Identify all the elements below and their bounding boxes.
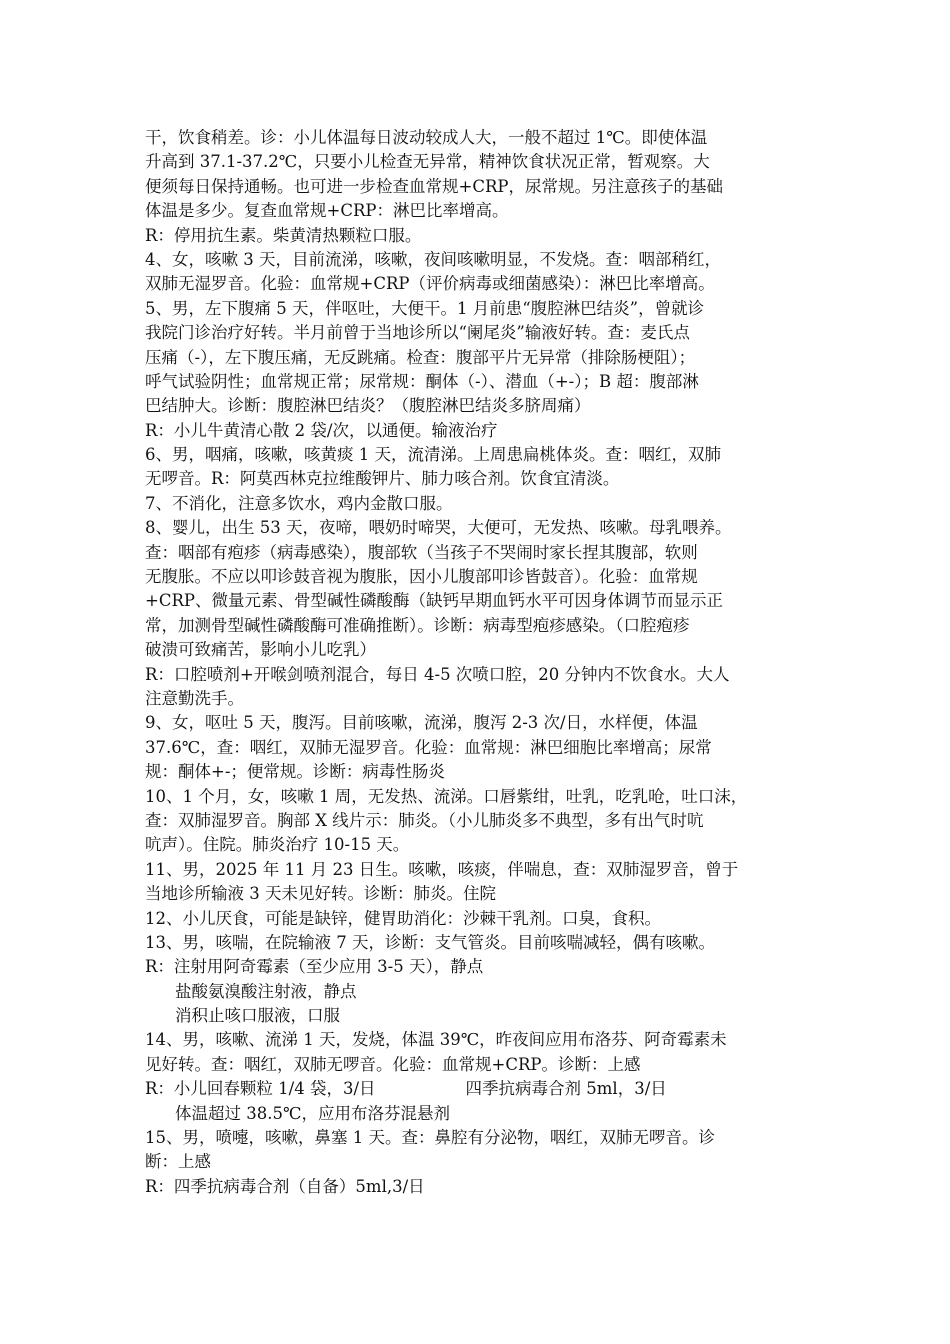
text-line: 12、小儿厌食，可能是缺锌，健胃助消化：沙棘干乳剂。口臭，食积。	[145, 908, 661, 928]
text-line: 我院门诊治疗好转。半月前曾于当地诊所以“阑尾炎”输液好转。查：麦氏点	[145, 323, 690, 343]
prescription-14-right: 四季抗病毒合剂 5ml，3/日	[465, 1079, 667, 1099]
text-line: 6、男，咽痛，咳嗽，咳黄痰 1 天，流清涕。上周患扁桃体炎。查：咽红，双肺	[145, 445, 721, 465]
prescription-continuation-13	[145, 980, 815, 1029]
text-line: 7、不消化，注意多饮水，鸡内金散口服。	[145, 493, 453, 513]
text-line: 盐酸氨溴酸注射液，静点	[175, 981, 357, 1001]
text-line: 吭声）。住院。肺炎治疗 10-15 天。	[145, 835, 410, 855]
text-line: 破溃可致痛苦，影响小儿吃乳）	[145, 640, 376, 660]
text-line: 呼气试验阴性；血常规正常；尿常规：酮体（-）、潜血（+-）；B 超：腹部淋	[145, 371, 699, 391]
text-line: 无腹胀。不应以叩诊鼓音视为腹胀，因小儿腹部叩诊皆鼓音）。化验：血常规	[145, 567, 698, 587]
text-line: 8、婴儿，出生 53 天，夜啼，喂奶时啼哭，大便可，无发热、咳嗽。母乳喂养。	[145, 518, 732, 538]
case-notes-part-1	[145, 126, 815, 980]
prescription-note-14: 体温超过 38.5℃，应用布洛芬混悬剂	[175, 1103, 450, 1123]
text-line: 4、女，咳嗽 3 天，目前流涕，咳嗽，夜间咳嗽明显，不发烧。查：咽部稍红，	[145, 249, 721, 269]
text-line: 升高到 37.1-37.2℃，只要小儿检查无异常，精神饮食状况正常，暂观察。大	[145, 152, 710, 172]
prescription-line-14	[145, 1077, 815, 1101]
text-line: 10、1 个月，女，咳嗽 1 周，无发热、流涕。口唇紫绀，吐乳，吃乳呛，吐口沫，	[145, 786, 748, 806]
text-line: 见好转。查：咽红，双肺无啰音。化验：血常规+CRP。诊断：上感	[145, 1054, 641, 1074]
text-line: 查：双肺湿罗音。胸部 X 线片示：肺炎。（小儿肺炎多不典型，多有出气时吭	[145, 810, 704, 830]
text-line: 14、男，咳嗽、流涕 1 天，发烧，体温 39℃，昨夜间应用布洛芬、阿奇霉素未	[145, 1030, 727, 1050]
text-line: R：口腔喷剂+开喉剑喷剂混合，每日 4-5 次喷口腔，20 分钟内不饮食水。大人	[145, 664, 730, 684]
text-line: 13、男，咳喘，在院输液 7 天，诊断：支气管炎。目前咳喘减轻，偶有咳嗽。	[145, 932, 715, 952]
text-line: 干，饮食稍差。诊：小儿体温每日波动较成人大，一般不超过 1℃。即使体温	[145, 128, 708, 147]
text-line: 消积止咳口服液，口服	[175, 1006, 340, 1026]
text-line: 压痛（-），左下腹压痛，无反跳痛。检查：腹部平片无异常（排除肠梗阻）；	[145, 347, 696, 367]
case-notes-part-2	[145, 1028, 815, 1077]
text-line: 当地诊所输液 3 天未见好转。诊断：肺炎。住院	[145, 884, 496, 904]
text-line: 5、男，左下腹痛 5 天，伴呕吐，大便干。1 月前患“腹腔淋巴结炎”，曾就诊	[145, 298, 705, 318]
text-line: 9、女，呕吐 5 天，腹泻。目前咳嗽，流涕，腹泻 2-3 次/日，水样便，体温	[145, 713, 698, 733]
text-line: 查：咽部有疱疹（病毒感染），腹部软（当孩子不哭闹时家长捏其腹部，软则	[145, 542, 698, 562]
text-line: 便须每日保持通畅。也可进一步检查血常规+CRP，尿常规。另注意孩子的基础	[145, 176, 723, 196]
text-line: 37.6℃，查：咽红，双肺无湿罗音。化验：血常规：淋巴细胞比率增高；尿常	[145, 737, 712, 757]
prescription-14-left: R：小儿回春颗粒 1/4 袋，3/日	[145, 1079, 376, 1099]
text-line: 规：酮体+-；便常规。诊断：病毒性肠炎	[145, 762, 445, 782]
text-line: 断：上感	[145, 1152, 211, 1172]
text-line: R：四季抗病毒合剂（自备）5ml,3/日	[145, 1176, 425, 1196]
text-line: 11、男，2025 年 11 月 23 日生。咳嗽，咳痰，伴喘息，查：双肺湿罗音，曾于	[145, 859, 739, 879]
text-line: R：注射用阿奇霉素（至少应用 3-5 天），静点	[145, 957, 484, 977]
text-line: 注意勤洗手。	[145, 688, 244, 708]
text-line: 无啰音。R：阿莫西林克拉维酸钾片、肺力咳合剂。饮食宜清淡。	[145, 469, 620, 489]
text-line: 巴结肿大。诊断：腹腔淋巴结炎？（腹腔淋巴结炎多脐周痛）	[145, 396, 591, 416]
text-line: 15、男，喷嚏，咳嗽，鼻塞 1 天。查：鼻腔有分泌物，咽红，双肺无啰音。诊	[145, 1128, 715, 1148]
text-line: +CRP、微量元素、骨型碱性磷酸酶（缺钙早期血钙水平可因身体调节而显示正	[145, 591, 723, 611]
text-line: R：停用抗生素。柴黄清热颗粒口服。	[145, 225, 422, 245]
text-line: 体温是多少。复查血常规+CRP：淋巴比率增高。	[145, 201, 509, 221]
text-line: R：小儿牛黄清心散 2 袋/次，以通便。输液治疗	[145, 420, 498, 440]
text-line: 常，加测骨型碱性磷酸酶可准确推断）。诊断：病毒型疱疹感染。（口腔疱疹	[145, 615, 690, 635]
case-notes-part-3	[145, 1126, 815, 1199]
text-line: 双肺无湿罗音。化验：血常规+CRP（评价病毒或细菌感染）：淋巴比率增高。	[145, 274, 715, 294]
document-page	[145, 126, 815, 1199]
